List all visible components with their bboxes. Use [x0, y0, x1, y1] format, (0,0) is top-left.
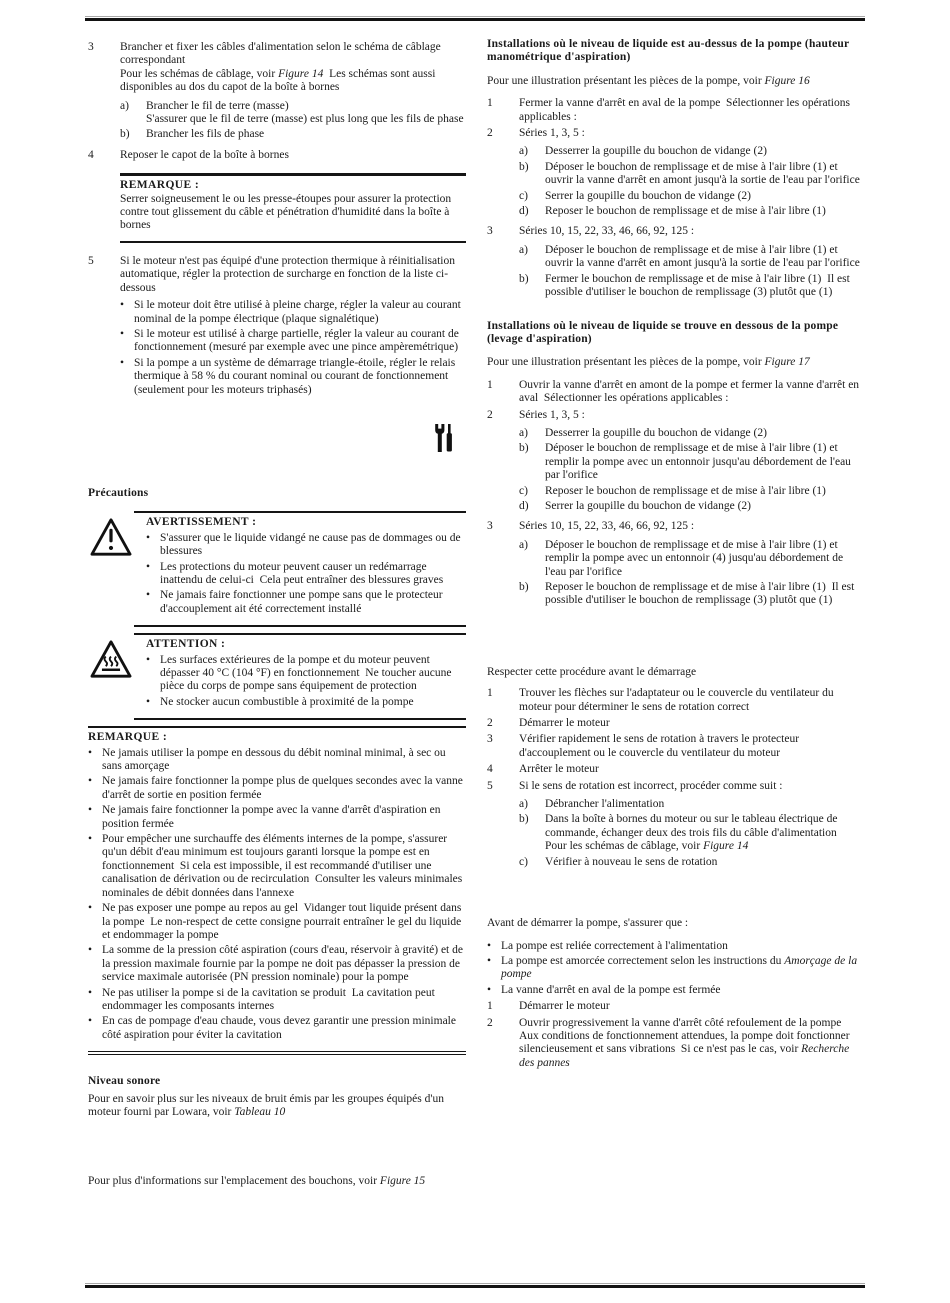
- bullet-text: S'assurer que le liquide vidangé ne cause pas de dommages ou de blessures: [160, 531, 464, 558]
- paragraph-text: Pour les schémas de câblage, voir: [545, 840, 704, 853]
- paragraph-text: Avant de démarrer la pompe, s'assurer que :: [487, 917, 689, 930]
- bullet-item: [487, 940, 865, 953]
- substep: [519, 205, 865, 218]
- bullet-text: Ne stocker aucun combustible à proximité de la pompe: [160, 695, 414, 708]
- step-text: Vérifier rapidement le sens de rotation à travers le protecteur d'accouplement ou le couvercle du ventilateur du moteur: [519, 733, 802, 759]
- substep: [519, 798, 865, 811]
- bullet-item: [88, 987, 466, 1014]
- hot-surface-icon-cell: [88, 633, 134, 720]
- substep-text: Déposer le bouchon de remplissage et de mise à l'air libre (1) et ouvrir la vanne d'arrêt en amont jusqu'à la sortie de l'eau par l'orifice: [545, 160, 860, 187]
- substep-letter: a): [519, 145, 528, 158]
- step-number: 4: [88, 148, 94, 161]
- step-text: [519, 520, 865, 533]
- bullet-text: Ne jamais faire fonctionner la pompe avec la vanne d'arrêt d'aspiration en position fermée: [102, 804, 444, 830]
- substep: [519, 161, 865, 188]
- bullet-item: [146, 654, 466, 694]
- step-text: [519, 127, 865, 140]
- bullet-text: Si le moteur est utilisé à charge partielle, régler la valeur au courant de fonctionnement (mesuré par exemple avec une pince ampèremétrique): [134, 327, 462, 354]
- substep-list: [519, 427, 865, 513]
- bullet-body: [160, 589, 466, 616]
- step-text: Arrêter le moteur: [519, 763, 599, 776]
- attention-block: [88, 633, 466, 720]
- substep-body: [545, 205, 865, 218]
- numbered-step: [487, 520, 865, 611]
- remarque-text: Serrer soigneusement le ou les presse-étoupes pour assurer la protection contre tout glissement du câble et pénétration d'humidité dans la boîte à bornes: [120, 192, 455, 232]
- bullet-item: [487, 984, 865, 997]
- bouchons-paragraph: [88, 1175, 466, 1188]
- bullet-item: [146, 696, 466, 709]
- substep-text: S'assurer que le fil de terre (masse) est plus long que les fils de phase: [146, 113, 464, 126]
- substep-letter: c): [519, 855, 528, 868]
- numbered-step: [487, 687, 865, 714]
- step-text: Ouvrir la vanne d'arrêt en amont de la pompe et fermer la vanne d'arrêt en aval Sélectionner les opérations applicables :: [519, 378, 862, 405]
- bullet-text: Ne jamais utiliser la pompe en dessous du débit nominal minimal, à sec ou sans amorçage: [102, 746, 449, 773]
- bullet-marker: •: [487, 954, 492, 967]
- substep-letter: a): [519, 426, 528, 439]
- step-text-line: Séries 1, 3, 5 :: [519, 127, 585, 140]
- substep-line: [146, 113, 466, 126]
- section-heading: Installations où le niveau de liquide se trouve en dessous de la pompe (levage d'aspiration): [487, 319, 842, 345]
- substep-letter: a): [519, 538, 528, 551]
- substep-text: Déposer le bouchon de remplissage et de mise à l'air libre (1) et ouvrir la vanne d'arrêt en amont jusqu'à la sortie de l'eau par l'orifice: [545, 243, 860, 270]
- bullet-marker: •: [146, 560, 151, 573]
- bullet-text: La pompe est amorcée correctement selon les instructions du: [501, 954, 785, 967]
- step-text-line: Si le sens de rotation est incorrect, procéder comme suit :: [519, 779, 783, 792]
- remarque-title: REMARQUE :: [120, 179, 200, 192]
- step-body: [519, 1017, 865, 1071]
- bullet-item: [88, 833, 466, 900]
- substep-text: Serrer la goupille du bouchon de vidange (2): [545, 189, 751, 202]
- substep: [519, 244, 865, 271]
- numbered-step: [487, 1000, 865, 1013]
- numbered-step: [487, 763, 865, 776]
- bullet-marker: •: [88, 833, 93, 846]
- step-text: Démarrer le moteur: [519, 717, 610, 730]
- section-before-start: [487, 917, 865, 1070]
- step-text-line: Séries 1, 3, 5 :: [519, 408, 585, 421]
- figure-reference: Figure 17: [764, 356, 810, 369]
- paragraph-text: Les schémas sont aussi disponibles au dos du capot de la boîte à bornes: [120, 67, 439, 94]
- substep-letter: b): [519, 442, 529, 455]
- step-text: [120, 41, 466, 68]
- step-body: [519, 409, 865, 518]
- step-body: [519, 717, 865, 730]
- bullet-text: En cas de pompage d'eau chaude, vous devez garantir une pression minimale côté aspiration pour éviter la cavitation: [102, 1015, 459, 1041]
- step-text: Reposer le capot de la boîte à bornes: [120, 148, 289, 161]
- step-list: [487, 97, 865, 303]
- substep-list: [519, 539, 865, 608]
- substep-text: Dans la boîte à bornes du moteur ou sur le tableau électrique de commande, échanger deux des trois fils du câble d'alimentation: [545, 813, 841, 839]
- bullet-text: Les protections du moteur peuvent causer un redémarrage inattendu de celui-ci Cela peut entraîner des blessures graves: [160, 560, 444, 586]
- bullet-marker: •: [120, 356, 125, 369]
- substep-body: [545, 485, 865, 498]
- step-number: 2: [487, 717, 493, 730]
- bullet-marker: •: [88, 746, 93, 759]
- substep: [519, 190, 865, 203]
- bullet-marker: •: [146, 695, 151, 708]
- substep-body: [545, 856, 865, 869]
- section-rotation: [487, 666, 865, 873]
- step-body: [519, 1000, 865, 1013]
- page-top-rule: [85, 16, 865, 21]
- bullet-text: Pour empêcher une surchauffe des éléments internes de la pompe, s'assurer qu'un débit d'eau minimum est toujours garanti lorsque la pompe est en fonctionnement Si cela est impossible, il est recommandé d'utiliser une canalisation de dérivation ou de recirculation Consulter les valeurs minimales nominales de débit données dans l'annexe: [102, 833, 466, 899]
- attention-title: ATTENTION :: [146, 638, 226, 651]
- substep: [519, 427, 865, 440]
- paragraph-text: Pour une illustration présentant les pièces de la pompe, voir: [487, 74, 765, 87]
- substep: [519, 856, 865, 869]
- numbered-step: [487, 97, 865, 124]
- bullet-body: [102, 775, 466, 802]
- step-text: [519, 780, 865, 793]
- numbered-step: [487, 733, 865, 760]
- remarque-box-2: [88, 726, 466, 1055]
- bullet-body: [102, 1015, 466, 1042]
- substep-text: Desserrer la goupille du bouchon de vidange (2): [545, 145, 767, 158]
- bullet-item: [88, 1015, 466, 1042]
- numbered-step-3: [88, 41, 466, 146]
- substep: [519, 500, 865, 513]
- numbered-step-4: [88, 149, 466, 162]
- figure-reference: Figure 16: [764, 74, 810, 87]
- niveau-sonore-paragraph: [88, 1093, 466, 1120]
- substep-text: Vérifier à nouveau le sens de rotation: [545, 855, 718, 868]
- step-list: [487, 379, 865, 612]
- numbered-step: [487, 1017, 865, 1071]
- step-text-line: Si le moteur n'est pas équipé d'une protection thermique à réinitialisation automatique, régler la protection de surcharge en fonction de la liste ci-dessous: [120, 254, 458, 294]
- warning-icon-cell: [88, 511, 134, 627]
- substep-text: Déposer le bouchon de remplissage et de mise à l'air libre (1) et remplir la pompe avec un entonnoir (4) jusqu'au débordement de l'eau par l'orifice: [545, 538, 846, 578]
- substep-list: [120, 100, 466, 142]
- step-number: 3: [487, 520, 493, 533]
- substep-text: Fermer le bouchon de remplissage et de mise à l'air libre (1) Il est possible d'utiliser le bouchon de remplissage (3) plutôt que (1): [545, 272, 853, 299]
- substep-text: Reposer le bouchon de remplissage et de mise à l'air libre (1): [545, 484, 826, 497]
- bullet-marker: •: [88, 1015, 93, 1028]
- substep: [519, 145, 865, 158]
- step-text: [519, 225, 865, 238]
- substep-line: [545, 813, 865, 840]
- step-body: [120, 41, 466, 146]
- bullet-marker: •: [88, 775, 93, 788]
- substep-list: [519, 798, 865, 869]
- bullet-text: Si la pompe a un système de démarrage triangle-étoile, régler le relais thermique à 58 % du courant nominal ou courant de fonctionnement (seulement pour les moteurs triphasés): [134, 356, 459, 396]
- substep-letter: b): [519, 272, 529, 285]
- substep-list: [519, 145, 865, 218]
- substep-continuation: [545, 840, 865, 853]
- bullet-text: La somme de la pression côté aspiration (cours d'eau, réservoir à gravité) et de la pression maximale fournie par la pompe ne doit pas dépasser la pression de service maximale autorisée (PN pression nominale) pour la pompe: [102, 944, 466, 984]
- step-number: 2: [487, 127, 493, 140]
- bullet-body: [501, 955, 865, 982]
- figure-reference: Figure 14: [703, 840, 749, 853]
- step-body: [519, 225, 865, 303]
- numbered-step: [487, 379, 865, 406]
- step-body: [519, 687, 865, 714]
- step-number: 4: [487, 763, 493, 776]
- numbered-step: [487, 780, 865, 873]
- section-reference: Recherche des pannes: [519, 1043, 853, 1069]
- substep-body: [146, 100, 466, 127]
- precautions-heading: Précautions: [88, 486, 149, 499]
- step-text: [120, 255, 466, 295]
- substep: [519, 485, 865, 498]
- step-text: [519, 1017, 865, 1030]
- step-text-line: Brancher et fixer les câbles d'alimentation selon le schéma de câblage correspondant: [120, 41, 444, 67]
- bullet-list: [120, 299, 466, 397]
- step-body: [519, 520, 865, 611]
- bullet-marker: •: [487, 939, 492, 952]
- substep-body: [545, 798, 865, 811]
- bullet-item: [146, 589, 466, 616]
- left-column: [88, 38, 466, 1189]
- bullet-body: [160, 696, 466, 709]
- substep: [519, 813, 865, 853]
- tools-icon-row: [88, 423, 466, 455]
- substep-body: [545, 427, 865, 440]
- numbered-step: [487, 409, 865, 518]
- bullet-body: [134, 328, 466, 355]
- substep-body: [146, 128, 466, 141]
- step-body: [519, 97, 865, 124]
- substep-letter: b): [120, 128, 130, 141]
- bullet-marker: •: [146, 653, 151, 666]
- substep-body: [545, 813, 865, 853]
- step-body: [120, 149, 466, 162]
- numbered-step: [487, 127, 865, 222]
- step-number: 1: [487, 97, 493, 110]
- step-number: 2: [487, 408, 493, 421]
- numbered-step: [487, 717, 865, 730]
- substep-text: Débrancher l'alimentation: [545, 798, 665, 811]
- paragraph-text: Pour en savoir plus sur les niveaux de bruit émis par les groupes équipés d'un moteur fourni par Lowara, voir: [88, 1092, 447, 1118]
- paragraph-text: Aux conditions de fonctionnement attendues, la pompe doit fonctionner silencieusement et sans vibrations Si ce n'est pas le cas, voir: [519, 1029, 853, 1056]
- step-text-line: Séries 10, 15, 22, 33, 46, 66, 92, 125 :: [519, 520, 695, 533]
- step-list: [487, 1000, 865, 1070]
- substep: [519, 442, 865, 482]
- bullet-marker: •: [88, 902, 93, 915]
- substep-text: Serrer la goupille du bouchon de vidange (2): [545, 499, 751, 512]
- paragraph: [120, 68, 466, 95]
- step-list: [487, 687, 865, 873]
- bullet-body: [501, 984, 865, 997]
- bullet-item: [88, 902, 466, 942]
- substep-b: [120, 128, 466, 141]
- bullet-item: [88, 944, 466, 984]
- bullet-body: [102, 902, 466, 942]
- step-body: [519, 379, 865, 406]
- step-number: 3: [487, 733, 493, 746]
- substep-list: [519, 244, 865, 300]
- paragraph-text: Pour plus d'informations sur l'emplacement des bouchons, voir: [88, 1175, 380, 1188]
- bullet-body: [102, 944, 466, 984]
- bullet-list: [487, 940, 865, 998]
- section-above-pump: [487, 38, 865, 304]
- substep-text: Reposer le bouchon de remplissage et de mise à l'air libre (1): [545, 205, 826, 218]
- hot-surface-triangle-icon: [89, 639, 133, 679]
- attention-box: [134, 633, 466, 720]
- table-reference: Tableau 10: [234, 1105, 286, 1118]
- bullet-item: [146, 561, 466, 588]
- substep: [519, 273, 865, 300]
- section-intro: [487, 666, 865, 679]
- bullet-body: [134, 299, 466, 326]
- bullet-marker: •: [120, 327, 125, 340]
- substep-letter: b): [519, 813, 529, 826]
- step-text-line: Séries 10, 15, 22, 33, 46, 66, 92, 125 :: [519, 225, 695, 238]
- substep-letter: a): [519, 798, 528, 811]
- bullet-body: [160, 532, 466, 559]
- step-body: [519, 127, 865, 222]
- paragraph-text: Respecter cette procédure avant le démarrage: [487, 665, 697, 678]
- bullet-body: [160, 654, 466, 694]
- substep-a: [120, 100, 466, 127]
- step-text: Trouver les flèches sur l'adaptateur ou le couvercle du ventilateur du moteur pour déterminer le sens de rotation correct: [519, 687, 837, 713]
- substep-letter: b): [519, 160, 529, 173]
- remarque-title: REMARQUE :: [88, 731, 168, 744]
- step-number: 3: [487, 225, 493, 238]
- step-number: 5: [487, 779, 493, 792]
- step-number: 2: [487, 1016, 493, 1029]
- bullet-body: [102, 987, 466, 1014]
- bullet-marker: •: [487, 983, 492, 996]
- bullet-body: [134, 357, 466, 397]
- bullet-marker: •: [88, 986, 93, 999]
- bullet-text: La pompe est reliée correctement à l'alimentation: [501, 939, 728, 952]
- step-number: 3: [88, 41, 94, 53]
- section-reference: Amorçage de la pompe: [501, 954, 860, 981]
- step-text: [519, 409, 865, 422]
- bullet-item: [88, 775, 466, 802]
- section-heading: Installations où le niveau de liquide est au-dessus de la pompe (hauteur manométrique d'aspiration): [487, 38, 853, 64]
- bullet-item: [487, 955, 865, 982]
- step-text: Démarrer le moteur: [519, 1000, 610, 1013]
- step-number: 1: [487, 378, 493, 391]
- bullet-text: Si le moteur doit être utilisé à pleine charge, régler la valeur au courant nominal de la pompe électrique (plaque signalétique): [134, 299, 464, 325]
- figure-reference: Figure 14: [278, 67, 324, 80]
- numbered-step: [487, 225, 865, 303]
- remarque-body: [120, 193, 466, 233]
- bullet-body: [160, 561, 466, 588]
- substep-text: Brancher le fil de terre (masse): [146, 99, 289, 112]
- step-body: [519, 733, 865, 760]
- step-number: 1: [487, 1000, 493, 1013]
- bullet-marker: •: [146, 531, 151, 544]
- bullet-marker: •: [120, 299, 125, 312]
- step-number: 5: [88, 254, 94, 267]
- step-number: 1: [487, 687, 493, 700]
- substep-body: [545, 244, 865, 271]
- bullet-item: [88, 747, 466, 774]
- substep-body: [545, 539, 865, 579]
- step-text: Fermer la vanne d'arrêt en aval de la pompe Sélectionner les opérations applicables :: [519, 97, 853, 123]
- substep-letter: c): [519, 484, 528, 497]
- substep-body: [545, 273, 865, 300]
- section-intro: [487, 917, 865, 930]
- step-continuation: [519, 1030, 865, 1070]
- bullet-text: Ne pas exposer une pompe au repos au gel Vidanger tout liquide présent dans la pompe Le non-respect de cette consigne pourrait entraîner le gel du liquide et endommager la pompe: [102, 902, 465, 941]
- substep-letter: c): [519, 189, 528, 202]
- numbered-step-5: [88, 255, 466, 397]
- bullet-item: [120, 357, 466, 397]
- bullet-body: [501, 940, 865, 953]
- substep: [519, 581, 865, 608]
- bullet-item: [146, 532, 466, 559]
- substep-body: [545, 161, 865, 188]
- avertissement-title: AVERTISSEMENT :: [146, 516, 257, 529]
- substep-text: Déposer le bouchon de remplissage et de mise à l'air libre (1) et remplir la pompe avec un entonnoir jusqu'au débordement de l'eau par l'orifice: [545, 442, 854, 482]
- bullet-body: [102, 747, 466, 774]
- bullet-body: [102, 804, 466, 831]
- substep-text: Reposer le bouchon de remplissage et de mise à l'air libre (1) Il est possible d'utiliser le bouchon de remplissage (3) plutôt que (1): [545, 581, 858, 607]
- section-intro: [487, 75, 865, 88]
- section-intro: [487, 356, 865, 369]
- step-body: [120, 255, 466, 397]
- substep-letter: a): [120, 99, 129, 112]
- bullet-item: [120, 299, 466, 326]
- step-text-line: Ouvrir progressivement la vanne d'arrêt côté refoulement de la pompe: [519, 1016, 842, 1029]
- substep-line: [146, 100, 466, 113]
- bullet-marker: •: [146, 589, 151, 602]
- substep-body: [545, 190, 865, 203]
- bullet-item: [120, 328, 466, 355]
- page-bottom-rule: [85, 1283, 865, 1288]
- warning-triangle-icon: [89, 517, 133, 557]
- bullet-marker: •: [88, 804, 93, 817]
- bullet-text: Les surfaces extérieures de la pompe et du moteur peuvent dépasser 40 °C (104 °F) en fonctionnement Ne toucher aucune pièce du corps de pompe sans équipement de protection: [160, 653, 455, 693]
- step-body: [519, 763, 865, 776]
- paragraph-text: Pour une illustration présentant les pièces de la pompe, voir: [487, 356, 765, 369]
- niveau-sonore-heading: Niveau sonore: [88, 1075, 161, 1088]
- avertissement-box: [134, 511, 466, 627]
- bullet-text: Ne jamais faire fonctionner la pompe plus de quelques secondes avec la vanne d'arrêt de sortie en position fermée: [102, 775, 466, 801]
- substep: [519, 539, 865, 579]
- bullet-body: [102, 833, 466, 900]
- substep-letter: d): [519, 499, 529, 512]
- substep-body: [545, 500, 865, 513]
- substep-body: [545, 442, 865, 482]
- substep-letter: a): [519, 243, 528, 256]
- substep-text: Desserrer la goupille du bouchon de vidange (2): [545, 426, 767, 439]
- section-below-pump: [487, 320, 865, 612]
- substep-body: [545, 581, 865, 608]
- substep-body: [545, 145, 865, 158]
- bullet-text: La vanne d'arrêt en aval de la pompe est fermée: [501, 983, 721, 996]
- bullet-text: Ne pas utiliser la pompe si de la cavitation se produit La cavitation peut endommager les composants internes: [102, 986, 438, 1012]
- bullet-item: [88, 804, 466, 831]
- paragraph-text: Pour les schémas de câblage, voir: [120, 67, 279, 80]
- avertissement-block: [88, 511, 466, 627]
- substep-letter: b): [519, 581, 529, 593]
- wrench-screwdriver-icon: [432, 423, 454, 453]
- figure-reference: Figure 15: [379, 1175, 426, 1188]
- bullet-marker: •: [88, 944, 93, 957]
- substep-letter: d): [519, 205, 529, 218]
- bullet-text: Ne jamais faire fonctionner une pompe sans que le protecteur d'accouplement ait été correctement installé: [160, 589, 446, 615]
- substep-text: Brancher les fils de phase: [146, 128, 265, 141]
- step-body: [519, 780, 865, 873]
- right-column: [487, 38, 865, 1070]
- remarque-box-1: [120, 173, 466, 243]
